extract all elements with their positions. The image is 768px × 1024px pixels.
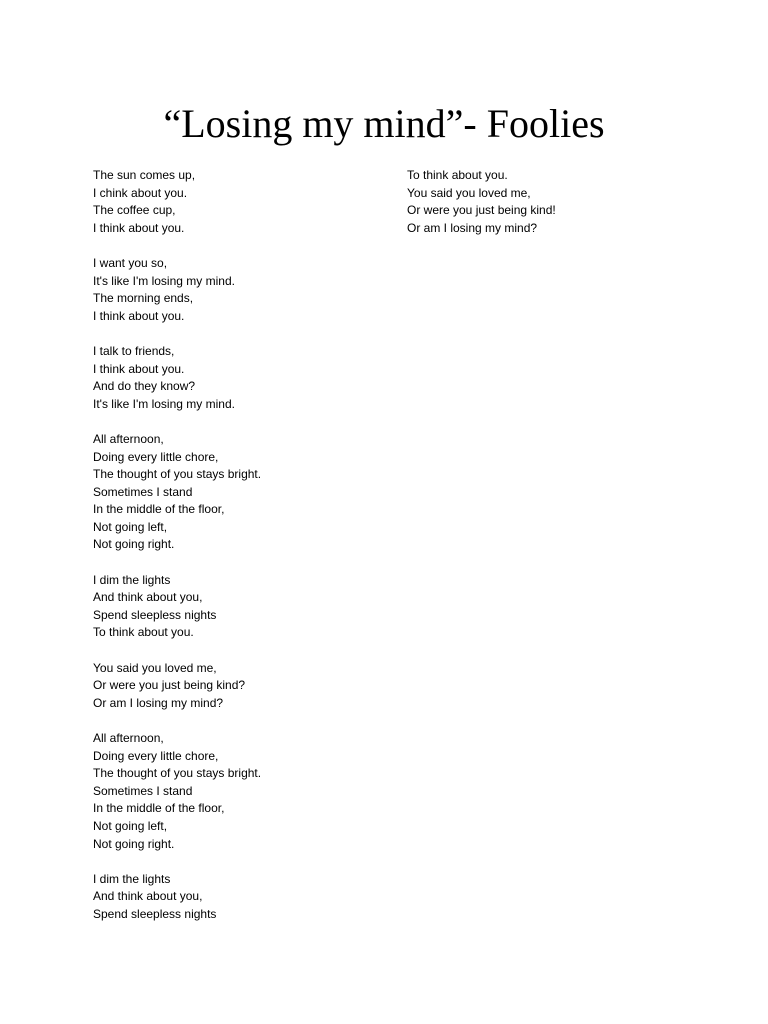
lyric-line: Not going right.: [93, 537, 175, 552]
lyric-line: The morning ends,: [93, 291, 194, 306]
lyric-line: It's like I'm losing my mind.: [93, 273, 235, 288]
lyric-line: The thought of you stays bright.: [93, 766, 262, 781]
lyric-line: The coffee cup,: [93, 203, 176, 218]
lyric-line: To think about you.: [93, 625, 194, 640]
lyric-line: All afternoon,: [93, 731, 164, 745]
lyric-line: I dim the lights: [93, 572, 171, 587]
song-title: “Losing my mind”- Foolies: [163, 101, 605, 146]
lyric-line: It's like I'm losing my mind.: [93, 396, 235, 411]
lyric-line: Sometimes I stand: [93, 484, 193, 499]
lyric-line: I think about you.: [93, 361, 185, 376]
lyric-line: The thought of you stays bright.: [93, 467, 262, 482]
lyric-line: In the middle of the floor,: [93, 801, 225, 816]
lyric-line: To think about you.: [407, 168, 508, 182]
lyric-line: Doing every little chore,: [93, 449, 219, 464]
lyric-line: I talk to friends,: [93, 343, 175, 358]
lyric-line: You said you loved me,: [407, 185, 531, 200]
lyric-line: Not going left,: [93, 818, 168, 833]
stanza: [407, 167, 707, 237]
lyric-line: I think about you.: [93, 220, 185, 235]
lyric-line: In the middle of the floor,: [93, 502, 225, 517]
lyric-line: All afternoon,: [93, 431, 164, 446]
lyric-line: And do they know?: [93, 379, 196, 394]
stanza: [93, 167, 383, 237]
lyrics-column-left: [93, 167, 383, 941]
stanza: [93, 730, 383, 853]
lyric-line: Spend sleepless nights: [93, 906, 217, 921]
lyric-line: I want you so,: [93, 255, 168, 270]
stanza: [93, 572, 383, 642]
stanza: [93, 343, 383, 413]
lyric-line: You said you loved me,: [93, 660, 217, 675]
lyric-line: Sometimes I stand: [93, 783, 193, 798]
lyric-line: Not going right.: [93, 836, 175, 851]
lyric-line: I dim the lights: [93, 871, 171, 886]
lyrics-column-right: [407, 167, 707, 255]
stanza: [93, 871, 383, 924]
stanza: [93, 431, 383, 554]
stanza: [93, 255, 383, 325]
lyric-line: And think about you,: [93, 590, 203, 605]
lyric-line: And think about you,: [93, 889, 203, 904]
lyric-line: I think about you.: [93, 308, 185, 323]
lyric-line: Or were you just being kind!: [407, 203, 556, 218]
stanza: [93, 660, 383, 713]
lyric-line: The sun comes up,: [93, 168, 196, 182]
lyric-line: Or were you just being kind?: [93, 678, 246, 693]
lyric-line: Or am I losing my mind?: [93, 695, 224, 710]
lyric-line: Not going left,: [93, 519, 168, 534]
lyric-line: Doing every little chore,: [93, 748, 219, 763]
lyric-line: Spend sleepless nights: [93, 607, 217, 622]
lyric-line: Or am I losing my mind?: [407, 220, 538, 235]
lyric-line: I chink about you.: [93, 185, 188, 200]
